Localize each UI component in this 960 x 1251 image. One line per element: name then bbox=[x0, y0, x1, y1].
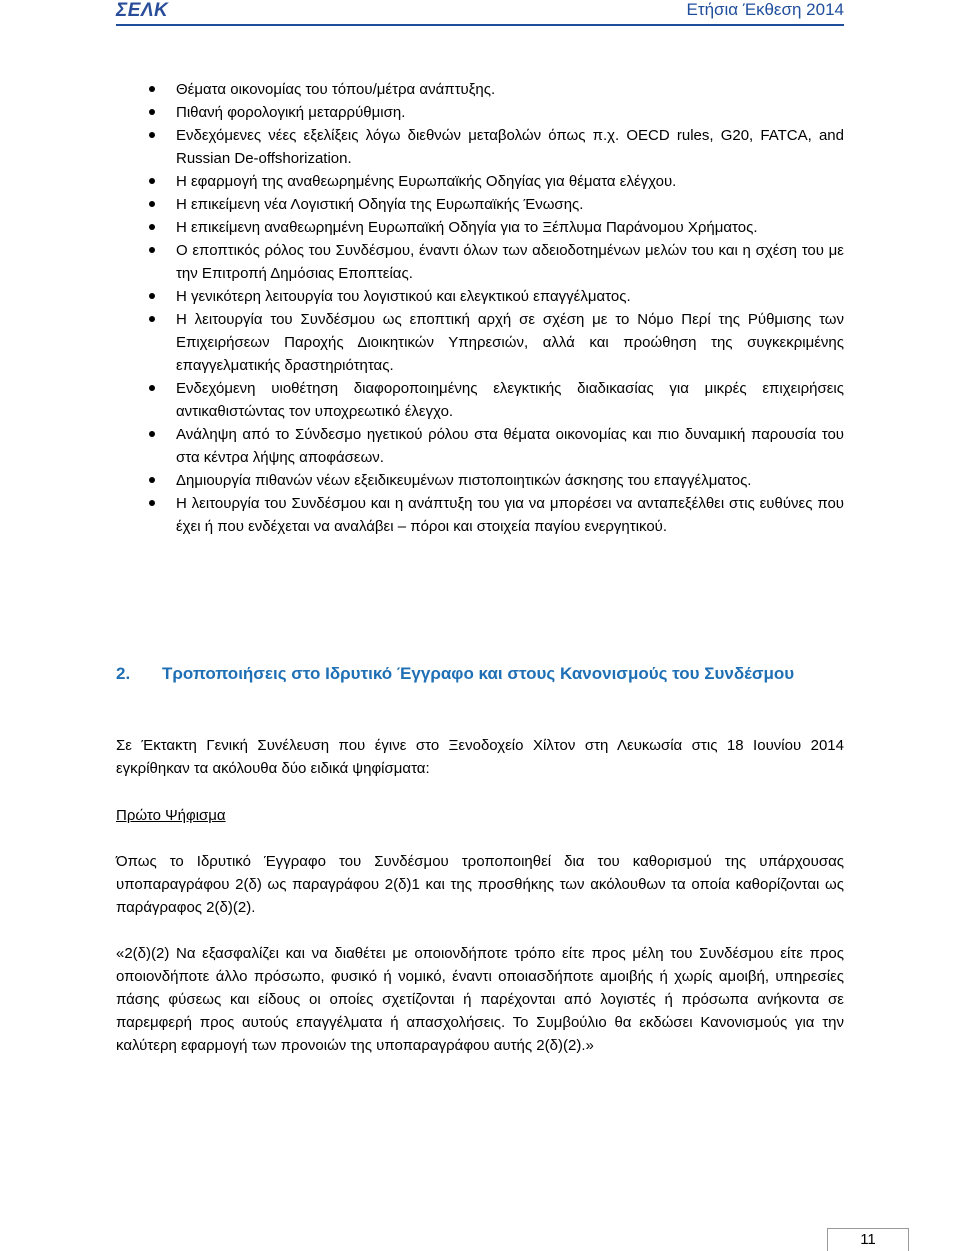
bullet-item: Ενδεχόμενη υιοθέτηση διαφοροποιημένης ελεγκτικής διαδικασίας για μικρές επιχειρήσεις αντικαθιστώντας τον υποχρεωτικό έλεγχο. bbox=[116, 377, 844, 423]
bullet-icon bbox=[149, 201, 155, 207]
bullet-icon bbox=[149, 109, 155, 115]
page-header bbox=[0, 0, 960, 26]
resolution-paragraph: Όπως το Ιδρυτικό Έγγραφο του Συνδέσμου τροποποιηθεί δια του καθορισμού της υπάρχουσας υποπαραγράφου 2(δ) ως παραγράφου 2(δ)1 και της προσθήκης των ακόλουθων τα οποία καθορίζονται ως παράγραφος 2(δ)(2). bbox=[116, 853, 844, 916]
selk-logo: ΣΕΛΚ bbox=[116, 0, 169, 21]
bullet-item: Η λειτουργία του Συνδέσμου ως εποπτική αρχή σε σχέση με το Νόμο Περί της Ρύθμισης των Επιχειρήσεων Παροχής Διοικητικών Υπηρεσιών, αλλά και προώθηση της συγκεκριμένης επαγγελματικής δραστηριότητας. bbox=[116, 308, 844, 377]
section-heading bbox=[116, 661, 844, 687]
topics-bullet-list bbox=[116, 78, 844, 538]
resolution-heading: Πρώτο Ψήφισμα bbox=[116, 807, 226, 824]
bullet-icon bbox=[149, 178, 155, 184]
bullet-icon bbox=[149, 224, 155, 230]
bullet-item: Δημιουργία πιθανών νέων εξειδικευμένων πιστοποιητικών άσκησης του επαγγέλματος. bbox=[116, 469, 844, 492]
bullet-item: Ενδεχόμενες νέες εξελίξεις λόγω διεθνών μεταβολών όπως π.χ. OECD rules, G20, FATCA, and Russian De-offshorization. bbox=[116, 124, 844, 170]
intro-paragraph: Σε Έκτακτη Γενική Συνέλευση που έγινε στο Ξενοδοχείο Χίλτον στη Λευκωσία στις 18 Ιουνίου 2014 εγκρίθηκαν τα ακόλουθα δύο ειδικά ψηφίσματα: bbox=[116, 737, 844, 777]
bullet-item: Η γενικότερη λειτουργία του λογιστικού και ελεγκτικού επαγγέλματος. bbox=[116, 285, 844, 308]
bullet-icon bbox=[149, 247, 155, 253]
bullet-icon bbox=[149, 500, 155, 506]
header-divider bbox=[116, 24, 844, 26]
bullet-icon bbox=[149, 385, 155, 391]
bullet-item: Η λειτουργία του Συνδέσμου και η ανάπτυξη του για να μπορέσει να ανταπεξέλθει στις ευθύνες που έχει ή που ενδέχεται να αναλάβει – πόροι και στοιχεία παγίου ενεργητικού. bbox=[116, 492, 844, 538]
bullet-icon bbox=[149, 293, 155, 299]
bullet-item: Η επικείμενη αναθεωρημένη Ευρωπαϊκή Οδηγία για το Ξέπλυμα Παράνομου Χρήματος. bbox=[116, 216, 844, 239]
section-number: 2. bbox=[116, 664, 131, 683]
bullet-icon bbox=[149, 86, 155, 92]
bullet-item: Η εφαρμογή της αναθεωρημένης Ευρωπαϊκής Οδηγίας για θέματα ελέγχου. bbox=[116, 170, 844, 193]
bullet-icon bbox=[149, 431, 155, 437]
bullet-icon bbox=[149, 132, 155, 138]
bullet-icon bbox=[149, 316, 155, 322]
section-title: Τροποποιήσεις στο Ιδρυτικό Έγγραφο και στους Κανονισμούς του Συνδέσμου bbox=[162, 664, 795, 683]
bullet-icon bbox=[149, 477, 155, 483]
bullet-item: Η επικείμενη νέα Λογιστική Οδηγία της Ευρωπαϊκής Ένωσης. bbox=[116, 193, 844, 216]
page-number: 11 bbox=[827, 1228, 909, 1251]
bullet-item: Ανάληψη από το Σύνδεσμο ηγετικού ρόλου στα θέματα οικονομίας και πιο δυναμική παρουσία του στα κέντρα λήψης αποφάσεων. bbox=[116, 423, 844, 469]
bullet-item: Ο εποπτικός ρόλος του Συνδέσμου, έναντι όλων των αδειοδοτημένων μελών του και η σχέση του με την Επιτροπή Δημόσιας Εποπτείας. bbox=[116, 239, 844, 285]
bullet-item: Πιθανή φορολογική μεταρρύθμιση. bbox=[116, 101, 844, 124]
bullet-item: Θέματα οικονομίας του τόπου/μέτρα ανάπτυξης. bbox=[116, 78, 844, 101]
quoted-amendment: «2(δ)(2) Να εξασφαλίζει και να διαθέτει με οποιονδήποτε τρόπο είτε προς μέλη του Συνδέσμου είτε προς οποιονδήποτε άλλο πρόσωπο, φυσικό ή νομικό, έναντι οποιασδήποτε αμοιβής ή χωρίς αμοιβή, υπηρεσίες πάσης φύσεως και είδους οι οποίες σχετίζονται ή παρέχονται από λογιστές ή πρόσωπα ανήκοντα σε παρεμφερή προς αυτούς επαγγέλματα ή απασχολήσεις. Το Συμβούλιο θα εκδώσει Κανονισμούς για την καλύτερη εφαρμογή των προνοιών της υποπαραγράφου αυτής 2(δ)(2).» bbox=[116, 945, 844, 1054]
report-title: Ετήσια Έκθεση 2014 bbox=[686, 0, 844, 19]
